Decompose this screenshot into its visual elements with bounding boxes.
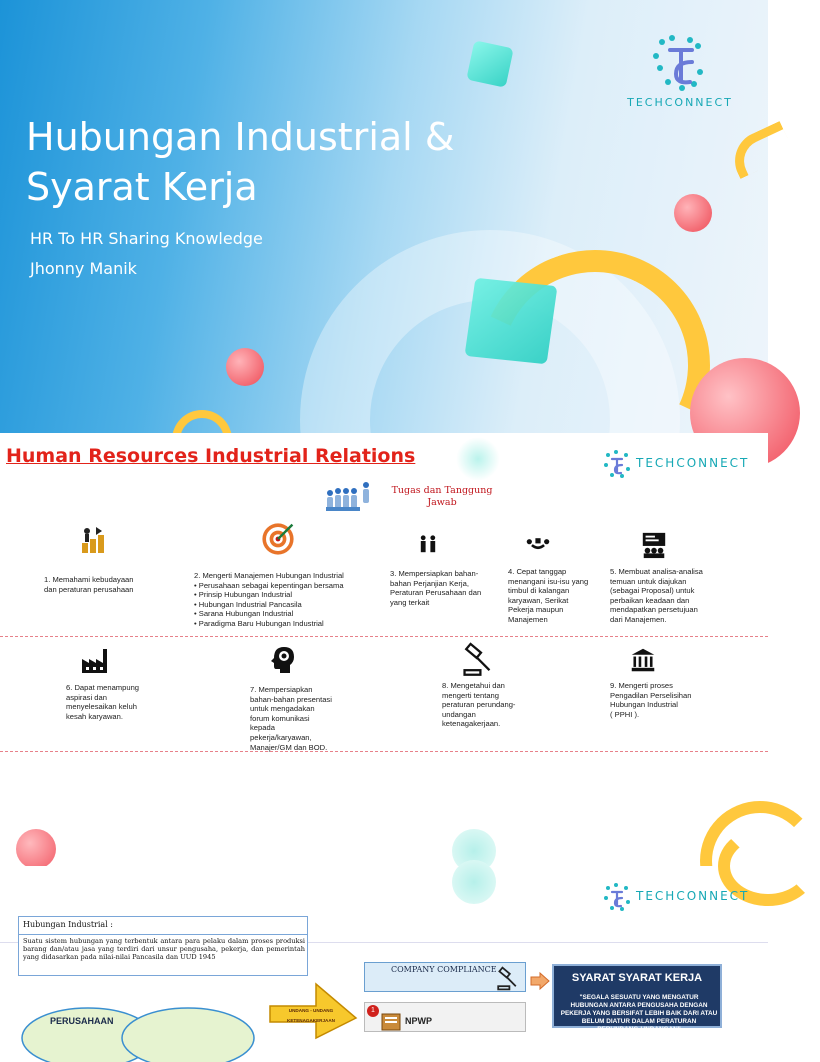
responsibility-item-3 [390, 533, 500, 623]
target-icon [260, 521, 296, 557]
undang-undang-label: UNDANG - UNDANG KETENAGAKERJAAN [287, 1008, 335, 1023]
subtitle-line1: HR To HR Sharing Knowledge [30, 229, 263, 248]
responsibility-item-1 [40, 525, 180, 605]
decor-yellow-hook [725, 121, 795, 179]
responsibility-item-2 [194, 525, 374, 635]
responsibility-item-8 [442, 643, 552, 743]
divider-1 [0, 636, 768, 637]
item-text: 4. Cepat tanggap menangani isu-isu yang timbul di kalangan karyawan, Serikat Pekerja maupun Manajemen [508, 567, 589, 624]
logo-text: TECHCONNECT [627, 96, 733, 109]
logo-text: TECHCONNECT [636, 456, 750, 470]
culture-icon [78, 525, 108, 555]
item-text: 7. Mempersiapkan bahan-bahan presentasi untuk mengadakan forum komunikasi kepada pekerja/karyawan, Manajer/GM dan BOD. [250, 685, 332, 752]
venn-shape [18, 1002, 258, 1062]
document-icon [381, 1013, 401, 1031]
industrial-relations-slide [0, 866, 768, 1033]
tugas-label: Tugas dan Tanggung Jawab [391, 485, 493, 508]
definition-divider [19, 934, 307, 935]
syarat-kerja-definition: "SEGALA SESUATU YANG MENGATUR HUBUNGAN ANTARA PENGUSAHA DENGAN PEKERJA YANG BERSIFAT LEBIH BAIK DARI ATAU BELUM DIATUR DALAM PERATURAN PERUNDANG-UNDANGAN" [560, 994, 718, 1033]
techconnect-logo-icon [602, 449, 632, 479]
undang-undang-arrow [268, 978, 360, 1038]
company-compliance-box [364, 962, 526, 992]
decor-ball-teal [456, 437, 500, 481]
techconnect-logo-icon [620, 32, 740, 94]
slide-title-line2: Syarat Kerja [26, 165, 258, 209]
npwp-number-badge: 1 [367, 1005, 379, 1017]
syarat-kerja-box [552, 964, 722, 1033]
item-text: 6. Dapat menampung aspirasi dan menyelesaikan keluh kesah karyawan. [66, 683, 140, 721]
court-icon [630, 647, 656, 673]
responsibility-item-7 [250, 643, 370, 753]
npwp-item [364, 1002, 526, 1032]
decor-ball-red-1 [674, 194, 712, 232]
company-compliance-label: COMPANY COMPLIANCE [391, 965, 497, 974]
logo-text: TECHCONNECT [636, 889, 750, 903]
responsibility-item-5 [610, 531, 720, 641]
responsibility-item-9 [610, 647, 720, 737]
item-text: 9. Mengerti proses Pengadilan Perselisihan Hubungan Industrial ( PPHI ). [610, 681, 692, 719]
techconnect-logo-icon [602, 882, 632, 912]
title-slide [0, 0, 768, 433]
slide-title-line1: Hubungan Industrial & [26, 115, 455, 159]
decor-cube-small [466, 40, 513, 87]
item-text: 5. Membuat analisa-analisa temuan untuk diajukan (sebagai Proposal) untuk perbaikan keadaan dan mendapatkan persetujuan dari Manajemen. [610, 567, 703, 624]
item-text: 1. Memahami kebudayaan dan peraturan perusahaan [44, 575, 134, 594]
item-text: 2. Mengerti Manajemen Hubungan Industrial • Perusahaan sebagai kepentingan bersama • Prinsip Hubungan Industrial • Hubungan Industrial Pancasila • Sarana Hubungan Industrial • Paradigma Baru Hubungan Industrial [194, 571, 344, 628]
decor-cube [465, 278, 558, 365]
team-meeting-icon [322, 481, 376, 517]
section-title: Human Resources Industrial Relations [6, 445, 416, 467]
slide-subtitle [30, 224, 263, 284]
slide-title [26, 112, 454, 212]
factory-icon [80, 645, 110, 675]
definition-box [18, 916, 308, 976]
item-text: 8. Mengetahui dan mengerti tentang peraturan perundang- undangan ketenagakerjaan. [442, 681, 516, 729]
author-name: Jhonny Manik [30, 259, 137, 278]
responsibility-item-4 [508, 533, 604, 633]
techconnect-logo [602, 882, 762, 912]
arrow-right-icon [530, 972, 550, 990]
perusahaan-diagram [18, 1002, 258, 1062]
item-text: 3. Mempersiapkan bahan- bahan Perjanjian Kerja, Peraturan Perusahaan dan yang terkait [390, 569, 482, 607]
people-icon [416, 533, 440, 557]
gavel-icon [495, 967, 519, 991]
definition-heading: Hubungan Industrial : [23, 920, 113, 929]
decor-ball-red-4 [16, 829, 56, 869]
techconnect-logo [620, 32, 740, 112]
tugas-header [322, 481, 502, 517]
responsibility-item-6 [64, 645, 184, 725]
techconnect-logo [602, 449, 762, 479]
npwp-label: NPWP [405, 1016, 432, 1026]
decor-ball-red-2 [226, 348, 264, 386]
responsibilities-slide [0, 433, 768, 866]
definition-body: Suatu sistem hubungan yang terbentuk antara para pelaku dalam proses produksi barang dan/atau jasa yang terdiri dari unsur pengusaha, pekerja, dan pemerintah yang didasarkan pada nilai-nilai Pancasila dan UUD 1945 [23, 937, 305, 961]
gavel-icon [460, 643, 494, 677]
syarat-kerja-title: SYARAT SYARAT KERJA [571, 972, 703, 984]
divider-2 [0, 751, 768, 752]
perusahaan-label: PERUSAHAAN [50, 1016, 114, 1026]
relation-icon [522, 533, 554, 559]
decor-ball-teal-3 [452, 860, 496, 904]
brain-icon [268, 643, 298, 675]
analysis-icon [640, 531, 668, 559]
